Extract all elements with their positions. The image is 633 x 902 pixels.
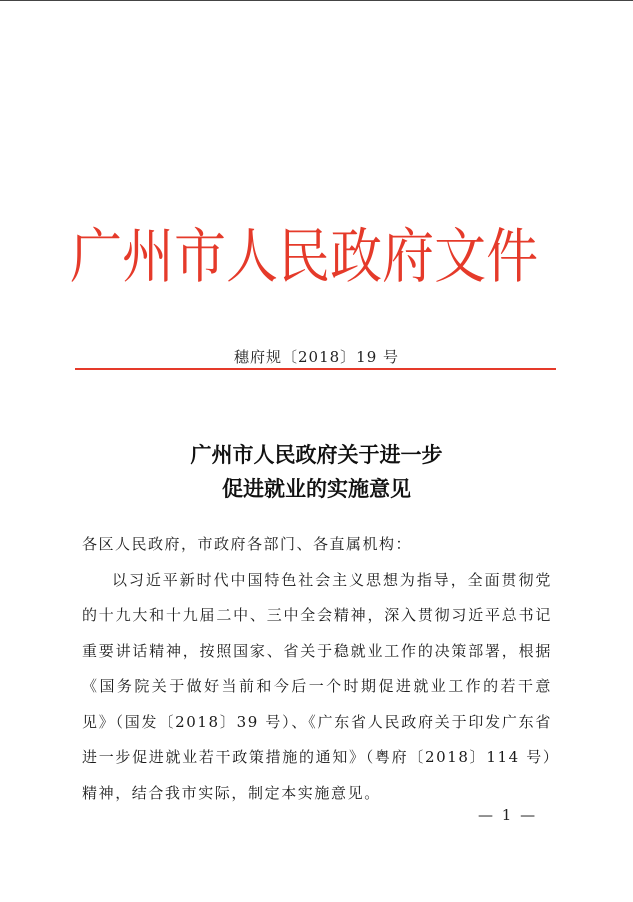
header-char: 州	[122, 222, 175, 292]
document-body	[82, 527, 552, 811]
red-separator-line	[75, 368, 556, 370]
page-number: — 1 —	[478, 806, 538, 824]
document-number: 穗府规〔2018〕19 号	[233, 348, 400, 366]
body-paragraph: 以习近平新时代中国特色社会主义思想为指导，全面贯彻党的十九大和十九届二中、三中全会精神，深入贯彻习近平总书记重要讲话精神，按照国家、省关于稳就业工作的决策部署，根据《国务院关于做好当前和今后一个时期促进就业工作的若干意见》（国发〔2018〕39 号）、《广东省人民政府关于印发广东省进一步促进就业若干政策措施的通知》（粤府〔2018〕114 号）精神，结合我市实际，制定本实施意见。	[82, 570, 552, 802]
header-char: 件	[486, 222, 539, 292]
document-title	[0, 438, 633, 506]
header-char: 民	[278, 222, 331, 292]
header-char: 广	[70, 222, 123, 292]
salutation: 各区人民政府，市政府各部门、各直属机构：	[82, 535, 413, 553]
document-title-line-2: 促进就业的实施意见	[222, 476, 411, 501]
header-char: 市	[174, 222, 227, 292]
header-char: 人	[226, 222, 279, 292]
top-border-line	[0, 0, 633, 1]
header-char: 府	[382, 222, 435, 292]
header-char: 政	[330, 222, 383, 292]
document-title-line-1: 广州市人民政府关于进一步	[190, 442, 443, 467]
header-char: 文	[434, 222, 487, 292]
document-header-title	[70, 208, 539, 294]
